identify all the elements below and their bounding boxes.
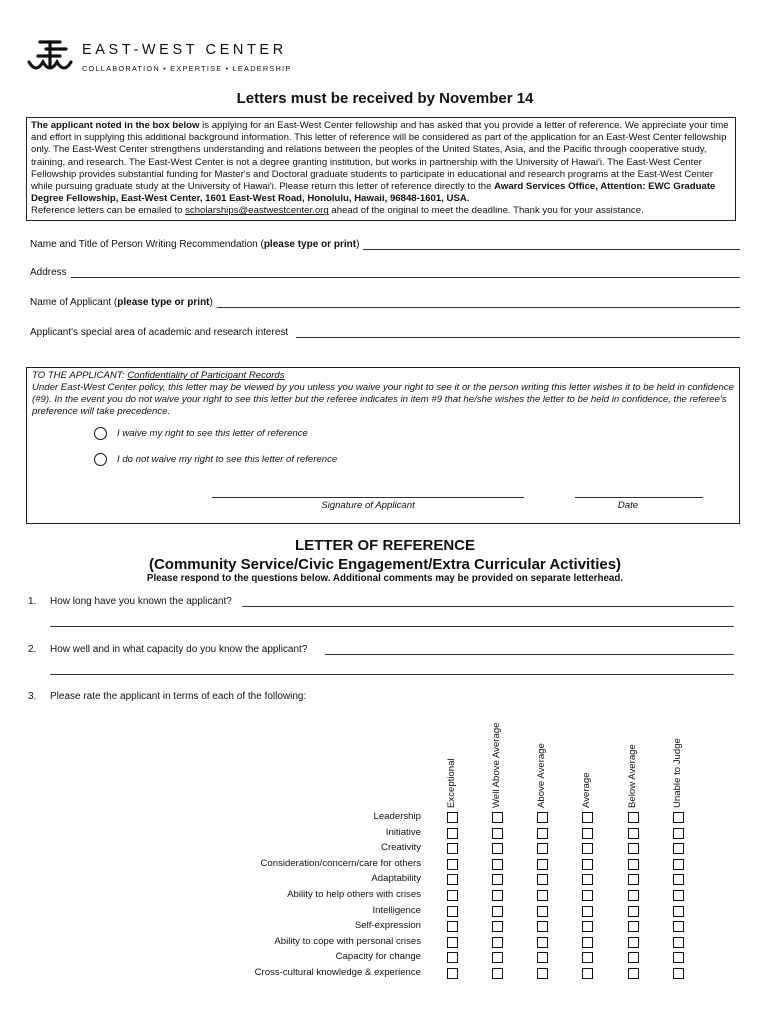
question-2-text: How well and in what capacity do you know the applicant? [50, 644, 308, 655]
rating-checkbox[interactable] [492, 921, 503, 932]
rating-checkbox[interactable] [492, 937, 503, 948]
rating-checkbox[interactable] [537, 812, 548, 823]
rating-checkbox[interactable] [628, 937, 639, 948]
rating-checkbox[interactable] [582, 921, 593, 932]
applicant-label: Name of Applicant ( [30, 297, 118, 308]
question-1-number: 1. [28, 596, 37, 607]
question-1-answer-line-2[interactable] [50, 626, 734, 627]
rating-row-label: Adaptability [371, 873, 421, 885]
rating-checkbox[interactable] [447, 890, 458, 901]
rating-checkbox[interactable] [673, 921, 684, 932]
address-field [30, 264, 740, 278]
rating-checkbox[interactable] [582, 812, 593, 823]
question-2 [28, 641, 734, 655]
rating-checkbox[interactable] [673, 906, 684, 917]
rating-checkbox[interactable] [447, 828, 458, 839]
rating-checkbox[interactable] [492, 968, 503, 979]
rating-row-label: Ability to cope with personal crises [274, 935, 421, 947]
rating-checkbox[interactable] [537, 921, 548, 932]
rating-checkbox[interactable] [628, 874, 639, 885]
rating-checkbox[interactable] [582, 890, 593, 901]
rating-checkbox[interactable] [582, 952, 593, 963]
intro-bold: The applicant noted in the box below [31, 120, 200, 131]
rating-row-label: Cross-cultural knowledge & experience [254, 967, 421, 978]
rating-checkbox[interactable] [582, 906, 593, 917]
rating-checkbox[interactable] [447, 952, 458, 963]
waive-label: I waive my right to see this letter of reference [117, 427, 308, 439]
rating-checkbox[interactable] [537, 859, 548, 870]
rating-checkbox[interactable] [537, 906, 548, 917]
rating-checkbox[interactable] [447, 968, 458, 979]
rating-column-header: Above Average [536, 743, 547, 808]
rating-checkbox[interactable] [492, 828, 503, 839]
rating-checkbox[interactable] [492, 952, 503, 963]
rating-checkbox[interactable] [537, 890, 548, 901]
rating-checkbox[interactable] [492, 859, 503, 870]
rating-column-header: Exceptional [446, 758, 457, 808]
rating-checkbox[interactable] [447, 843, 458, 854]
rating-checkbox[interactable] [673, 874, 684, 885]
rating-checkbox[interactable] [537, 952, 548, 963]
rating-checkbox[interactable] [628, 812, 639, 823]
rating-checkbox[interactable] [447, 874, 458, 885]
rating-column-header: Unable to Judge [672, 738, 683, 808]
rating-checkbox[interactable] [628, 890, 639, 901]
date-label: Date [617, 500, 639, 511]
rating-checkbox[interactable] [537, 843, 548, 854]
reference-note: Please respond to the questions below. Additional comments may be provided on separate letterhead. [146, 573, 624, 584]
rating-row-label: Consideration/concern/care for others [260, 857, 421, 869]
applicant-label-close: ) [209, 297, 213, 308]
intro-box [26, 117, 736, 221]
no-waive-option[interactable] [94, 451, 337, 467]
applicant-input-line[interactable] [217, 297, 740, 308]
rating-checkbox[interactable] [673, 828, 684, 839]
rating-row-label: Intelligence [372, 904, 421, 916]
east-west-center-logo [26, 38, 76, 78]
email-pre: Reference letters can be emailed to [31, 205, 186, 217]
signature-line[interactable] [212, 497, 524, 498]
rating-row-label: Initiative [385, 826, 421, 838]
rating-checkbox[interactable] [582, 859, 593, 870]
address-input-line[interactable] [71, 267, 740, 278]
address-label: Address [30, 267, 67, 278]
rating-row-label: Self-expression [354, 920, 421, 932]
reference-subtitle: (Community Service/Civic Engagement/Extra Curricular Activities) [148, 556, 622, 573]
rating-checkbox[interactable] [537, 937, 548, 948]
rating-checkbox[interactable] [673, 890, 684, 901]
recommender-field [30, 236, 740, 250]
rating-checkbox[interactable] [628, 843, 639, 854]
question-1 [28, 593, 734, 607]
rating-checkbox[interactable] [673, 859, 684, 870]
rating-checkbox[interactable] [582, 937, 593, 948]
waive-radio[interactable] [94, 427, 107, 440]
rating-checkbox[interactable] [628, 968, 639, 979]
rating-checkbox[interactable] [447, 937, 458, 948]
rating-checkbox[interactable] [492, 843, 503, 854]
rating-column-header: Well Above Average [491, 722, 502, 808]
rating-checkbox[interactable] [582, 874, 593, 885]
confidentiality-prefix: TO THE APPLICANT: [32, 370, 128, 381]
rating-checkbox[interactable] [537, 828, 548, 839]
question-3 [28, 688, 734, 702]
question-3-text: Please rate the applicant in terms of each of the following: [50, 691, 307, 702]
question-1-text: How long have you known the applicant? [50, 596, 232, 607]
rating-checkbox[interactable] [673, 968, 684, 979]
rating-checkbox[interactable] [582, 828, 593, 839]
rating-checkbox[interactable] [492, 890, 503, 901]
rating-row-label: Ability to help others with crises [287, 889, 421, 900]
org-name: EAST-WEST CENTER [82, 42, 287, 58]
rating-column-header: Average [581, 772, 592, 808]
question-2-answer-line[interactable] [325, 644, 734, 655]
applicant-label-bold: please type or print [117, 297, 210, 308]
rating-checkbox[interactable] [628, 859, 639, 870]
confidentiality-body: Under East-West Center policy, this letter may be viewed by you unless you waive your right to see it or the person writing this letter wishes it to be held in confidence (#9). In the event you do not waive your right to see this letter but the referee indicates in item #9 that he/she wishes the letter to be held in confidence, the referee's preference will take precedence. [32, 382, 734, 417]
rating-checkbox[interactable] [628, 952, 639, 963]
confidentiality-heading [32, 370, 734, 382]
question-1-answer-line[interactable] [242, 596, 734, 607]
rating-checkbox[interactable] [537, 968, 548, 979]
rating-checkbox[interactable] [447, 921, 458, 932]
intro-paragraph [31, 120, 731, 205]
rating-checkbox[interactable] [492, 812, 503, 823]
intro-address: Award Services Office, Attention: EWC Graduate Degree Fellowship, East-West Center, 1601 East-West Road, Honolulu, Hawaii, 96848-1601, USA. [31, 181, 716, 205]
no-waive-radio[interactable] [94, 453, 107, 466]
recommender-label-close: ) [356, 239, 360, 250]
rating-checkbox[interactable] [447, 906, 458, 917]
reference-title: LETTER OF REFERENCE [294, 537, 475, 554]
question-3-number: 3. [28, 691, 37, 702]
rating-checkbox[interactable] [447, 859, 458, 870]
rating-checkbox[interactable] [447, 812, 458, 823]
question-2-number: 2. [28, 644, 37, 655]
interest-field [30, 324, 740, 338]
rating-row-label: Capacity for change [335, 951, 421, 963]
no-waive-label: I do not waive my right to see this letter of reference [117, 453, 338, 465]
waive-option[interactable] [94, 425, 308, 441]
org-tagline: COLLABORATION • EXPERTISE • LEADERSHIP [82, 64, 292, 73]
intro-text: is applying for an East-West Center fellowship and has asked that you provide a letter of reference. We appreciate your time and effort in supplying this additional background information. This letter of reference will be considered as part of the application for an East-West Center fellowship only. The East-West Center strengthens understanding and relations between the peoples of the United States, Asia, and the Pacific through cooperative study, training, and research. The East-West Center is not a degree granting institution, but works in partnership with the University of Hawai'i. The East-West Center Fellowship provides substantial funding for Master's and Doctoral graduate students to participate in educational and research programs at the East-West Center while pursuing graduate study at the University of Hawai'i. Please return this letter of reference directly to the [31, 120, 729, 193]
rating-checkbox[interactable] [582, 843, 593, 854]
rating-column-header: Below Average [627, 744, 638, 808]
deadline-heading: Letters must be received by November 14 [236, 90, 534, 107]
recommender-label-bold: please type or print [263, 239, 357, 250]
rating-row-label: Leadership [373, 811, 421, 822]
rating-checkbox[interactable] [492, 874, 503, 885]
rating-checkbox[interactable] [673, 937, 684, 948]
rating-checkbox[interactable] [537, 874, 548, 885]
interest-input-line[interactable] [296, 327, 740, 338]
interest-label: Applicant's special area of academic and research interest [30, 327, 289, 338]
rating-checkbox[interactable] [492, 906, 503, 917]
recommender-label: Name and Title of Person Writing Recommendation ( [30, 239, 264, 250]
rating-checkbox[interactable] [628, 921, 639, 932]
date-line[interactable] [575, 497, 703, 498]
rating-checkbox[interactable] [673, 812, 684, 823]
email-link[interactable]: scholarships@eastwestcenter.org [185, 205, 329, 217]
rating-checkbox[interactable] [628, 906, 639, 917]
applicant-field [30, 294, 740, 308]
email-post: ahead of the original to meet the deadline. Thank you for your assistance. [328, 205, 644, 217]
question-2-answer-line-2[interactable] [50, 674, 734, 675]
intro-email-paragraph [31, 205, 731, 217]
rating-checkbox[interactable] [673, 843, 684, 854]
rating-checkbox[interactable] [628, 828, 639, 839]
rating-row-label: Creativity [381, 842, 421, 854]
confidentiality-title: Confidentiality of Participant Records [127, 370, 285, 381]
recommender-input-line[interactable] [363, 239, 740, 250]
rating-checkbox[interactable] [673, 952, 684, 963]
signature-label: Signature of Applicant [321, 500, 415, 511]
rating-checkbox[interactable] [582, 968, 593, 979]
